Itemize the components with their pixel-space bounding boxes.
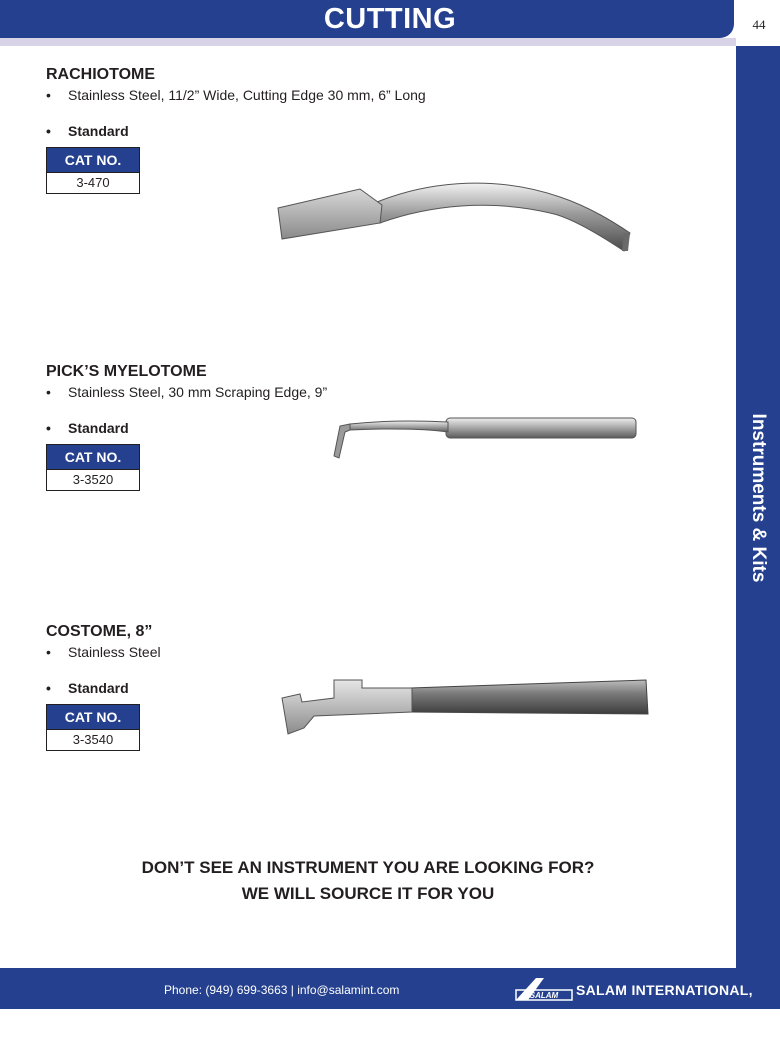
cta-line-1: DON’T SEE AN INSTRUMENT YOU ARE LOOKING FOR? xyxy=(141,858,595,877)
cat-number-value: 3-470 xyxy=(47,173,140,194)
product-picks-myelotome xyxy=(46,363,327,491)
cat-number-header: CAT NO. xyxy=(47,445,140,470)
product-option-text: Standard xyxy=(68,420,129,436)
page-title: CUTTING xyxy=(323,3,457,35)
product-option: • Standard xyxy=(46,680,129,696)
product-title: RACHIOTOME xyxy=(46,66,156,83)
footer-bar xyxy=(0,968,780,1042)
product-option-text: Standard xyxy=(68,680,129,696)
logo-text: SALAM xyxy=(529,991,559,1000)
product-option: • Standard xyxy=(46,123,129,139)
product-spec: • Stainless Steel, 11/2” Wide, Cutting Edge 30 mm, 6” Long xyxy=(46,87,426,103)
page-number: 44 xyxy=(752,17,766,32)
cat-number-table xyxy=(46,147,140,194)
product-title: PICK’S MYELOTOME xyxy=(46,363,207,380)
product-spec-text: Stainless Steel, 30 mm Scraping Edge, 9” xyxy=(68,384,328,400)
rachiotome-image xyxy=(270,175,640,265)
cat-number-header: CAT NO. xyxy=(47,148,140,173)
cta-line-2: WE WILL SOURCE IT FOR YOU xyxy=(241,884,495,903)
product-spec: • Stainless Steel xyxy=(46,644,161,660)
product-costome xyxy=(46,623,161,751)
product-option-text: Standard xyxy=(68,123,129,139)
footer-contact: Phone: (949) 699-3663 | info@salamint.com xyxy=(164,983,400,997)
cat-number-header: CAT NO. xyxy=(47,705,140,730)
product-spec-text: Stainless Steel xyxy=(68,644,161,660)
salam-logo-icon xyxy=(514,976,574,1002)
picks-myelotome-image xyxy=(328,412,640,464)
cat-number-table xyxy=(46,444,140,491)
section-side-tab xyxy=(736,46,780,968)
product-option: • Standard xyxy=(46,420,129,436)
cat-number-value: 3-3520 xyxy=(47,470,140,491)
cat-number-table xyxy=(46,704,140,751)
cat-number-value: 3-3540 xyxy=(47,730,140,751)
product-spec-text: Stainless Steel, 11/2” Wide, Cutting Edge 30 mm, 6” Long xyxy=(68,87,426,103)
section-tab-label: Instruments & Kits xyxy=(748,413,769,583)
product-spec: • Stainless Steel, 30 mm Scraping Edge, 9” xyxy=(46,384,328,400)
header-divider xyxy=(0,38,736,46)
company-name: SALAM INTERNATIONAL, INC. xyxy=(576,982,753,1042)
product-title: COSTOME, 8” xyxy=(46,623,153,640)
costome-image xyxy=(278,674,652,740)
